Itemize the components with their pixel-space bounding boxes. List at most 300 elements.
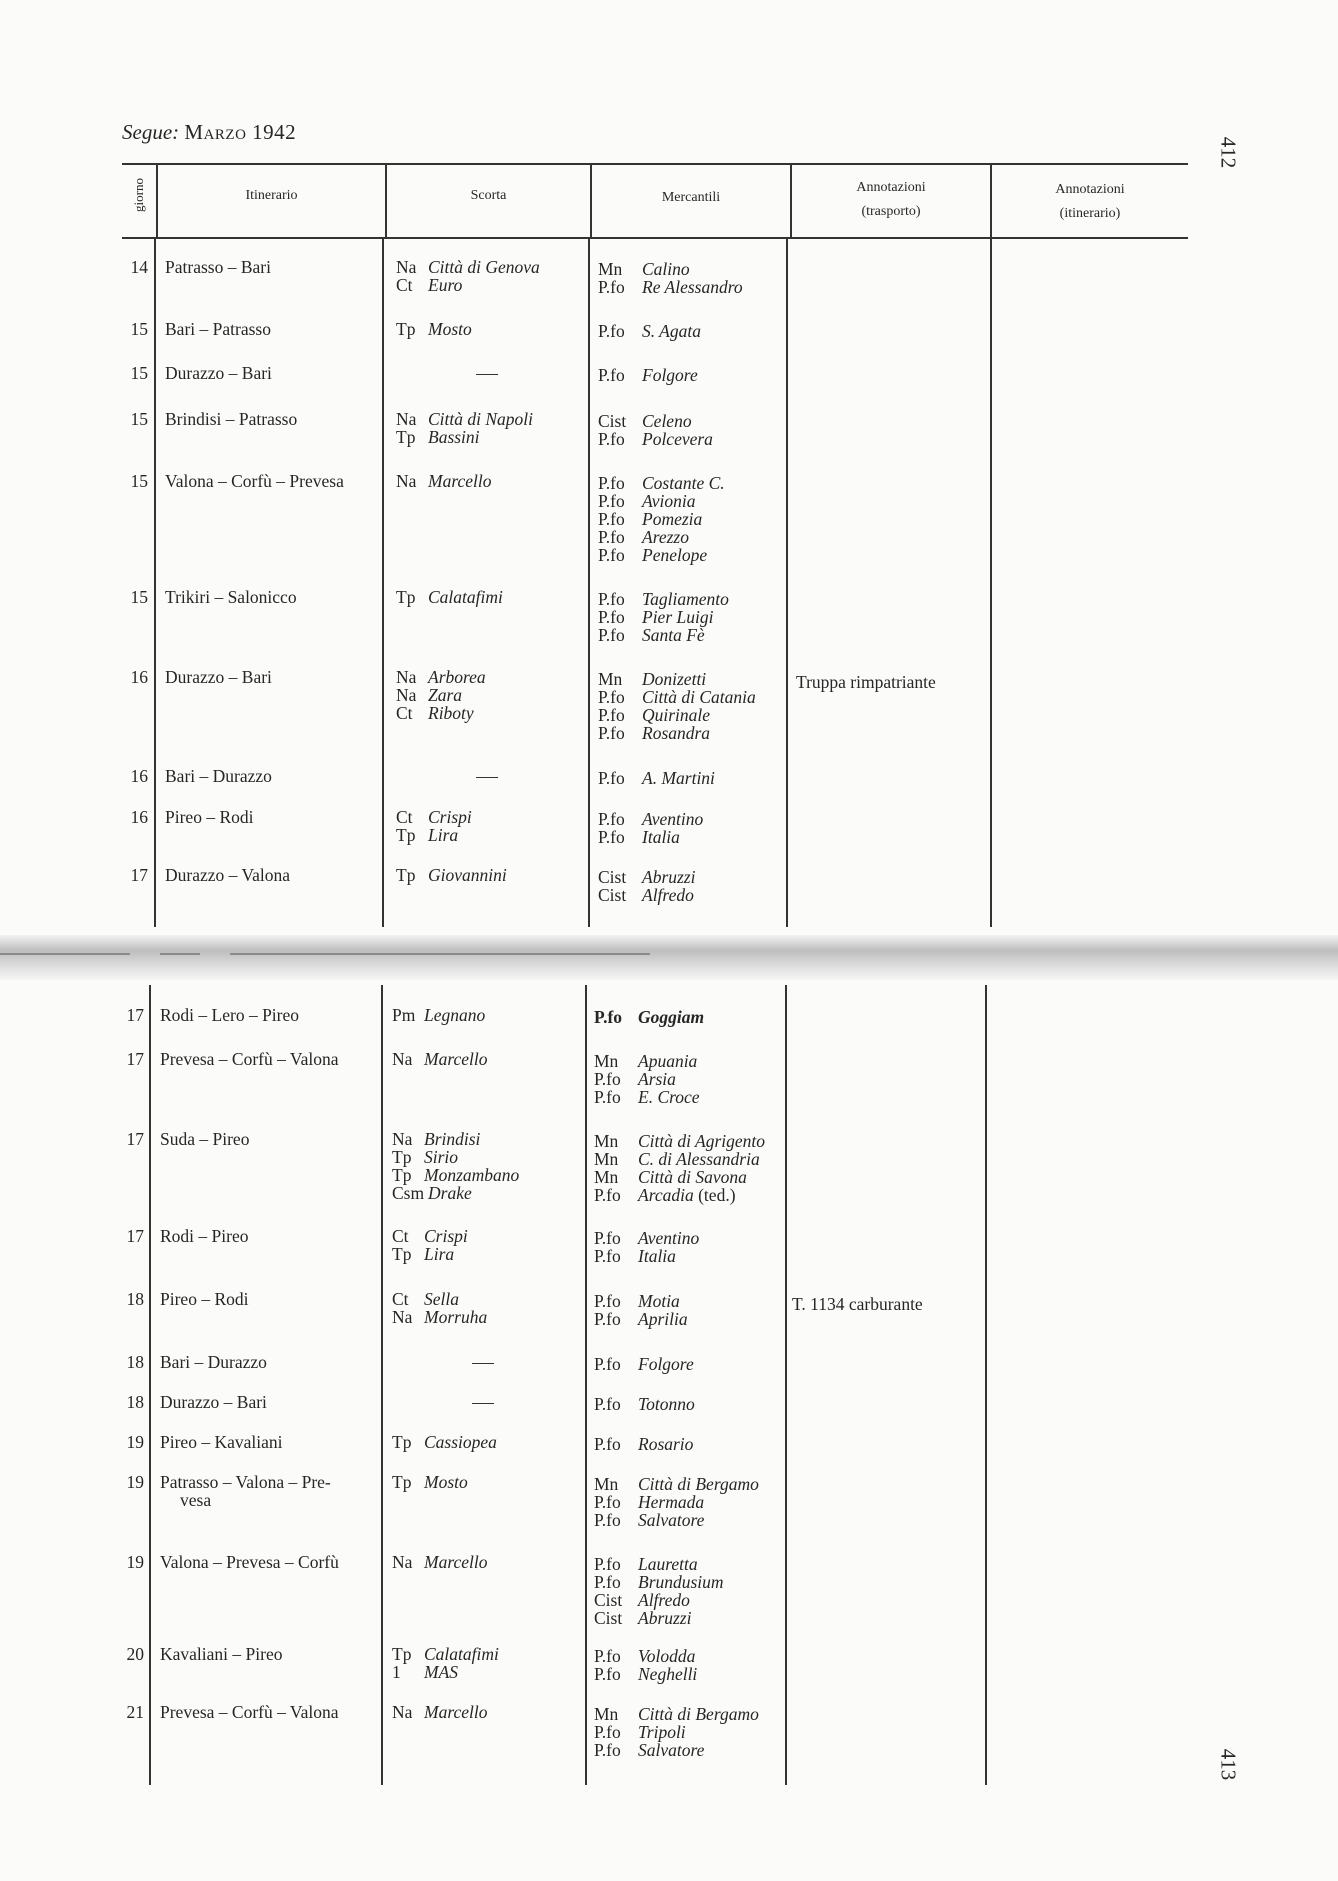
page-number-top: 412 (1216, 136, 1241, 169)
escort-type: Na (392, 1049, 413, 1069)
merchant-entry (598, 706, 756, 724)
page-number-bottom: 413 (1216, 1748, 1241, 1781)
route-text: Suda – Pireo (160, 1129, 250, 1149)
day-cell: 17 (130, 865, 148, 885)
merchant-entry (598, 670, 756, 688)
route-text: Durazzo – Valona (165, 865, 291, 885)
merchant-entry (594, 1229, 699, 1247)
escort-ship-name: Città di Napoli (428, 409, 534, 429)
escort-cell (396, 364, 498, 382)
merchant-entry (594, 1088, 700, 1106)
route-cell (160, 1050, 339, 1068)
escort-type: Tp (396, 427, 416, 447)
merchant-entry (594, 1355, 694, 1373)
route-text: Trikiri – Salonicco (165, 587, 297, 607)
merchant-cell (594, 1052, 700, 1106)
route-cell (160, 1433, 282, 1451)
merchant-entry (594, 1475, 759, 1493)
merchant-ship-name: Città di Bergamo (638, 1474, 759, 1494)
merchant-type: Mn (598, 669, 623, 689)
escort-ship-name: Zara (428, 685, 463, 705)
escort-type: Tp (392, 1472, 412, 1492)
day-cell: 19 (126, 1432, 144, 1452)
route-text: Brindisi – Patrasso (165, 409, 298, 429)
merchant-ship-name: Donizetti (642, 669, 707, 689)
merchant-entry (598, 430, 713, 448)
route-cell (165, 320, 271, 338)
escort-ship-name: Arborea (428, 667, 486, 687)
merchant-ship-name: Città di Catania (642, 687, 756, 707)
escort-ship-name: MAS (424, 1662, 459, 1682)
escort-entry (392, 1166, 519, 1184)
merchant-ship-name: C. di Alessandria (638, 1149, 760, 1169)
escort-ship-name: Morruha (424, 1307, 488, 1327)
merchant-type: Mn (594, 1167, 619, 1187)
merchant-ship-name: Calino (642, 259, 690, 279)
header-scorta: Scorta (470, 188, 507, 203)
gutter-line (0, 953, 130, 955)
route-cell (160, 1645, 282, 1663)
merchant-type: P.fo (594, 1185, 621, 1205)
merchant-ship-name: Salvatore (638, 1740, 705, 1760)
merchant-entry (598, 886, 695, 904)
merchant-entry (594, 1132, 765, 1150)
day-cell: 17 (126, 1005, 144, 1025)
merchant-ship-name: Italia (642, 827, 680, 847)
header-label: (trasporto) (861, 204, 921, 219)
header-bottom-rule (122, 237, 1188, 239)
escort-ship-name: Sella (424, 1289, 459, 1309)
escort-entry (396, 668, 486, 686)
page-caption (122, 120, 296, 145)
route-text: Bari – Durazzo (165, 766, 272, 786)
merchant-type: Cist (598, 867, 627, 887)
merchant-entry (594, 1591, 724, 1609)
escort-type: Ct (392, 1226, 409, 1246)
escort-cell (392, 1227, 468, 1263)
merchant-type: P.fo (598, 365, 625, 385)
route-cell (160, 1290, 248, 1308)
merchant-entry (598, 608, 729, 626)
escort-ship-name: Brindisi (424, 1129, 481, 1149)
escort-entry (396, 320, 472, 338)
column-rule (382, 237, 384, 927)
day-cell: 19 (126, 1552, 144, 1572)
escort-entry (392, 1308, 487, 1326)
escort-type: Na (392, 1552, 413, 1572)
escort-ship-name: Calatafimi (424, 1644, 499, 1664)
day-cell: 18 (126, 1352, 144, 1372)
escort-ship-name: Drake (428, 1183, 472, 1203)
merchant-entry (598, 546, 725, 564)
merchant-type: Cist (594, 1608, 623, 1628)
merchant-type: P.fo (598, 607, 625, 627)
day-cell: 20 (126, 1644, 144, 1664)
merchant-ship-name: Goggiam (638, 1007, 705, 1027)
merchant-cell (594, 1292, 688, 1328)
no-escort-dash (472, 1363, 494, 1364)
column-rule (585, 985, 587, 1785)
escort-type: Ct (396, 275, 413, 295)
merchant-ship-name: Volodda (638, 1646, 696, 1666)
escort-type: Na (396, 257, 417, 277)
route-text: Prevesa – Corfù – Valona (160, 1049, 339, 1069)
escort-entry (396, 866, 507, 884)
escort-cell (396, 410, 533, 446)
escort-cell (396, 668, 486, 722)
merchant-ship-name: E. Croce (638, 1087, 700, 1107)
merchant-cell (598, 590, 729, 644)
merchant-ship-name: Costante C. (642, 473, 725, 493)
merchant-entry (598, 366, 698, 384)
route-cell (165, 767, 272, 785)
merchant-entry (598, 492, 725, 510)
escort-type: Pm (392, 1005, 416, 1025)
header-annotazioni-trasporto (792, 176, 990, 224)
header-annotazioni-itinerario (992, 178, 1188, 226)
merchant-type: P.fo (594, 1740, 621, 1760)
merchant-ship-name: Alfredo (638, 1590, 690, 1610)
escort-ship-name: Sirio (424, 1147, 459, 1167)
merchant-ship-name: Neghelli (638, 1664, 698, 1684)
escort-cell (392, 1130, 519, 1202)
escort-cell (392, 1473, 468, 1491)
column-rule (588, 237, 590, 927)
escort-entry (392, 1050, 488, 1068)
escort-ship-name: Euro (428, 275, 463, 295)
escort-ship-name: Giovannini (428, 865, 507, 885)
route-cell (160, 1353, 267, 1371)
merchant-cell (594, 1475, 759, 1529)
route-cell (165, 668, 272, 686)
route-text: Durazzo – Bari (160, 1392, 267, 1412)
day-cell: 16 (130, 766, 148, 786)
merchant-ship-name: Tagliamento (642, 589, 729, 609)
escort-ship-name: Crispi (428, 807, 472, 827)
escort-ship-name: Legnano (424, 1005, 486, 1025)
merchant-entry (594, 1665, 697, 1683)
merchant-entry (594, 1647, 697, 1665)
merchant-entry (598, 868, 695, 886)
merchant-cell (598, 868, 695, 904)
column-rule (785, 985, 787, 1785)
day-cell: 15 (130, 587, 148, 607)
merchant-type: P.fo (598, 509, 625, 529)
day-cell: 21 (126, 1702, 144, 1722)
route-text: Bari – Patrasso (165, 319, 271, 339)
route-text: Kavaliani – Pireo (160, 1644, 283, 1664)
escort-cell (396, 472, 492, 490)
escort-ship-name: Lira (424, 1244, 455, 1264)
merchant-type: Cist (598, 885, 627, 905)
route-text: Patrasso – Valona – Pre- (160, 1472, 331, 1492)
merchant-type: P.fo (598, 625, 625, 645)
day-cell: 19 (126, 1472, 144, 1492)
escort-type: Na (396, 471, 417, 491)
merchant-type: Mn (594, 1704, 619, 1724)
route-text: Prevesa – Corfù – Valona (160, 1702, 339, 1722)
route-cell (165, 258, 271, 276)
merchant-ship-name: Penelope (642, 545, 708, 565)
day-cell: 14 (130, 257, 148, 277)
merchant-entry (598, 528, 725, 546)
merchant-type: Mn (598, 259, 623, 279)
merchant-entry (594, 1150, 765, 1168)
merchant-cell (594, 1008, 704, 1026)
header-label: (itinerario) (1059, 206, 1121, 221)
route-cell (165, 472, 344, 490)
escort-entry (392, 1184, 519, 1202)
escort-ship-name: Mosto (428, 319, 472, 339)
merchant-type: P.fo (594, 1309, 621, 1329)
merchant-ship-name: Folgore (638, 1354, 694, 1374)
escort-type: Na (392, 1702, 413, 1722)
merchant-entry (598, 260, 743, 278)
merchant-type: P.fo (594, 1434, 621, 1454)
merchant-type: P.fo (598, 809, 625, 829)
escort-cell (396, 320, 472, 338)
merchant-cell (598, 366, 698, 384)
escort-entry (392, 1245, 468, 1263)
merchant-ship-name: Santa Fè (642, 625, 705, 645)
route-cell (160, 1553, 339, 1571)
merchant-ship-name: Quirinale (642, 705, 711, 725)
merchant-ship-name: Aprilia (638, 1309, 688, 1329)
merchant-cell (598, 322, 701, 340)
route-text: Valona – Corfù – Prevesa (165, 471, 344, 491)
merchant-type: Mn (594, 1131, 619, 1151)
escort-cell (392, 1050, 488, 1068)
merchant-entry (594, 1609, 724, 1627)
merchant-ship-name: Rosandra (642, 723, 711, 743)
gutter-line (230, 953, 650, 955)
merchant-entry (594, 1723, 759, 1741)
merchant-entry (594, 1247, 699, 1265)
escort-entry (396, 276, 540, 294)
merchant-type: P.fo (594, 1069, 621, 1089)
escort-entry (392, 1148, 519, 1166)
column-rule (149, 985, 151, 1785)
merchant-type: P.fo (598, 321, 625, 341)
merchant-entry (594, 1705, 759, 1723)
escort-entry (392, 1645, 499, 1663)
merchant-entry (594, 1168, 765, 1186)
escort-entry (396, 410, 533, 428)
escort-type: Na (396, 667, 417, 687)
merchant-ship-name: Città di Agrigento (638, 1131, 766, 1151)
escort-entry (396, 826, 472, 844)
escort-type: Tp (392, 1432, 412, 1452)
route-text: Rodi – Lero – Pireo (160, 1005, 300, 1025)
escort-cell (396, 258, 540, 294)
day-cell: 15 (130, 319, 148, 339)
escort-cell (392, 1433, 497, 1451)
merchant-entry (598, 590, 729, 608)
header-label: Annotazioni (856, 180, 926, 195)
merchant-entry (594, 1435, 693, 1453)
day-cell: 18 (126, 1289, 144, 1309)
escort-ship-name: Riboty (428, 703, 474, 723)
escort-type: Na (396, 685, 417, 705)
merchant-type: P.fo (594, 1007, 623, 1027)
merchant-entry (598, 510, 725, 528)
escort-entry (392, 1473, 468, 1491)
escort-ship-name: Calatafimi (428, 587, 503, 607)
merchant-type: P.fo (598, 491, 625, 511)
merchant-ship-name: Re Alessandro (642, 277, 743, 297)
merchant-cell (594, 1229, 699, 1265)
escort-ship-name: Marcello (424, 1049, 488, 1069)
header-label: Annotazioni (1055, 182, 1125, 197)
page-gutter (0, 935, 1338, 980)
merchant-entry (594, 1186, 765, 1204)
escort-cell (392, 1553, 488, 1571)
escort-entry (396, 258, 540, 276)
merchant-entry (598, 626, 729, 644)
merchant-entry (594, 1511, 759, 1529)
escort-ship-name: Monzambano (424, 1165, 520, 1185)
escort-type: Na (392, 1129, 413, 1149)
escort-type: Tp (396, 587, 416, 607)
merchant-ship-name: Arcadia (ted.) (638, 1185, 736, 1205)
gutter-line (160, 953, 200, 955)
merchant-cell (598, 474, 725, 564)
column-rule (786, 237, 788, 927)
merchant-entry (594, 1052, 700, 1070)
merchant-ship-name: Aventino (638, 1228, 700, 1248)
route-cell (160, 1227, 248, 1245)
merchant-entry (598, 828, 703, 846)
escort-type: Tp (392, 1244, 412, 1264)
escort-entry (396, 588, 503, 606)
escort-type: Ct (396, 807, 413, 827)
day-cell: 17 (126, 1226, 144, 1246)
merchant-cell (594, 1555, 724, 1627)
transport-note: Truppa rimpatriante (796, 672, 936, 692)
route-text: Durazzo – Bari (165, 667, 272, 687)
escort-ship-name: Mosto (424, 1472, 468, 1492)
merchant-ship-name: Avionia (642, 491, 696, 511)
merchant-ship-name: Aventino (642, 809, 704, 829)
route-cell (165, 588, 297, 606)
merchant-ship-name: Celeno (642, 411, 692, 431)
merchant-entry (598, 474, 725, 492)
merchant-type: P.fo (594, 1510, 621, 1530)
escort-ship-name: Marcello (424, 1702, 488, 1722)
escort-type: Tp (392, 1644, 412, 1664)
merchant-ship-name: Arezzo (642, 527, 689, 547)
merchant-cell (594, 1355, 694, 1373)
merchant-type: P.fo (594, 1554, 621, 1574)
merchant-type: P.fo (594, 1572, 621, 1592)
merchant-type: Cist (598, 411, 627, 431)
transport-note: T. 1134 carburante (792, 1294, 923, 1314)
header-mercantili: Mercantili (661, 190, 721, 205)
route-cell (160, 1473, 331, 1509)
route-cell (160, 1130, 249, 1148)
merchant-entry (598, 769, 715, 787)
merchant-entry (598, 810, 703, 828)
route-text: Rodi – Pireo (160, 1226, 249, 1246)
escort-ship-name: Lira (428, 825, 459, 845)
escort-entry (396, 808, 472, 826)
escort-entry (396, 428, 533, 446)
merchant-entry (594, 1741, 759, 1759)
merchant-type: P.fo (594, 1246, 621, 1266)
merchant-ship-name: Lauretta (638, 1554, 698, 1574)
header-top-rule (122, 163, 1188, 165)
day-cell: 17 (126, 1049, 144, 1069)
day-cell: 18 (126, 1392, 144, 1412)
merchant-type: P.fo (594, 1492, 621, 1512)
merchant-ship-name: Italia (638, 1246, 676, 1266)
escort-cell (392, 1006, 485, 1024)
route-cell (160, 1393, 267, 1411)
merchant-ship-name: A. Martini (642, 768, 715, 788)
route-text: Bari – Durazzo (160, 1352, 267, 1372)
escort-type: Tp (392, 1165, 412, 1185)
merchant-type: P.fo (594, 1354, 621, 1374)
escort-type: Tp (396, 865, 416, 885)
escort-cell (396, 866, 507, 884)
column-rule (990, 237, 992, 927)
merchant-ship-name: Abruzzi (638, 1608, 692, 1628)
merchant-type: P.fo (594, 1646, 621, 1666)
merchant-ship-name: Motia (638, 1291, 680, 1311)
day-cell: 15 (130, 409, 148, 429)
merchant-type: P.fo (598, 768, 625, 788)
day-cell: 16 (130, 667, 148, 687)
no-escort-dash (476, 777, 498, 778)
route-cell (160, 1703, 339, 1721)
route-cell (160, 1006, 299, 1024)
day-cell: 16 (130, 807, 148, 827)
escort-entry (392, 1433, 497, 1451)
escort-cell (396, 767, 498, 785)
route-text: Pireo – Rodi (160, 1289, 249, 1309)
merchant-entry (594, 1008, 704, 1026)
escort-entry (392, 1290, 487, 1308)
caption-month: Marzo 1942 (184, 120, 297, 144)
escort-entry (396, 472, 492, 490)
escort-ship-name: Città di Genova (428, 257, 540, 277)
merchant-type: P.fo (598, 687, 625, 707)
escort-ship-name: Crispi (424, 1226, 468, 1246)
merchant-entry (594, 1573, 724, 1591)
merchant-cell (594, 1705, 759, 1759)
route-text: Valona – Prevesa – Corfù (160, 1552, 339, 1572)
escort-cell (396, 808, 472, 844)
column-rule (985, 985, 987, 1785)
column-rule (154, 237, 156, 927)
route-cell (165, 866, 290, 884)
route-text: Patrasso – Bari (165, 257, 271, 277)
escort-entry (392, 1130, 519, 1148)
escort-type: Tp (396, 319, 416, 339)
merchant-entry (598, 688, 756, 706)
route-cell (165, 364, 272, 382)
merchant-ship-name: Città di Savona (638, 1167, 747, 1187)
escort-cell (392, 1645, 499, 1681)
merchant-type: P.fo (598, 527, 625, 547)
merchant-entry (594, 1493, 759, 1511)
merchant-entry (594, 1070, 700, 1088)
escort-ship-name: Cassiopea (424, 1432, 497, 1452)
merchant-ship-name: Abruzzi (642, 867, 696, 887)
merchant-type: Mn (594, 1474, 619, 1494)
escort-entry (396, 686, 486, 704)
escort-ship-name: Marcello (428, 471, 492, 491)
